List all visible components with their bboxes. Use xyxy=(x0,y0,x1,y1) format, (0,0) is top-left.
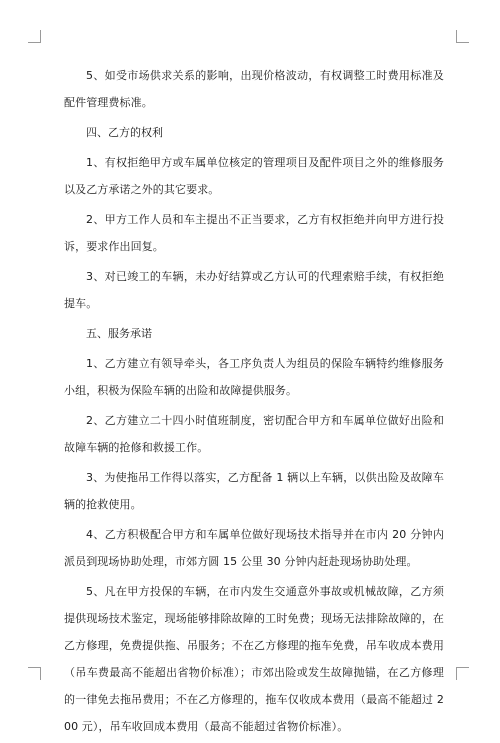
page-corner-mark-bottom-right xyxy=(456,667,469,680)
document-body xyxy=(64,62,444,743)
page-corner-mark-top-left xyxy=(28,30,41,43)
clause-towing-vehicles: 3、为使拖吊工作得以落实，乙方配备 1 辆以上车辆，以供出险及故障车辆的抢救使用。 xyxy=(64,471,444,511)
section-heading-party-b-rights: 四、乙方的权利 xyxy=(86,126,163,139)
clause-refuse-extra-service: 1、有权拒绝甲方或车属单位核定的管理项目及配件项目之外的维修服务以及乙方承诺之外的其它要求。 xyxy=(64,156,444,196)
section-heading-service-commitment: 五、服务承诺 xyxy=(86,327,152,340)
clause-onsite-assistance: 4、乙方积极配合甲方和车属单位做好现场技术指导并在市内 20 分钟内派员到现场协助处理，市郊方圆 15 公里 30 分钟内赶赴现场协助处理。 xyxy=(64,528,444,568)
page-corner-mark-top-right xyxy=(456,30,469,43)
page-corner-mark-bottom-left xyxy=(28,667,41,680)
clause-service-team: 1、乙方建立有领导牵头，各工序负责人为组员的保险车辆特约维修服务小组，积极为保险车辆的出险和故障提供服务。 xyxy=(64,357,444,397)
clause-24h-duty: 2、乙方建立二十四小时值班制度，密切配合甲方和车属单位做好出险和故障车辆的抢修和救援工作。 xyxy=(64,414,444,454)
clause-price-adjustment: 5、如受市场供求关系的影响，出现价格波动，有权调整工时费用标准及配件管理费标准。 xyxy=(64,69,444,109)
clause-refuse-improper-request: 2、甲方工作人员和车主提出不正当要求，乙方有权拒绝并向甲方进行投诉，要求作出回复。 xyxy=(64,213,444,253)
clause-insured-vehicle-service: 5、凡在甲方投保的车辆，在市内发生交通意外事故或机械故障，乙方须提供现场技术鉴定，现场能够排除故障的工时免费；现场无法排除故障的，在乙方修理，免费提供拖、吊服务；不在乙方修理的拖车免费，吊车收成本费用（吊车费最高不能超出省物价标准）；市郊出险或发生故障抛锚，在乙方修理的一律免去拖吊费用；不在乙方修理的，拖车仅收成本费用（最高不能超过 200 元），吊车收回成本费用（最高不能超过省物价标准）。 xyxy=(64,585,444,733)
clause-refuse-vehicle-pickup: 3、对已竣工的车辆，未办好结算或乙方认可的代理索赔手续，有权拒绝提车。 xyxy=(64,270,444,310)
